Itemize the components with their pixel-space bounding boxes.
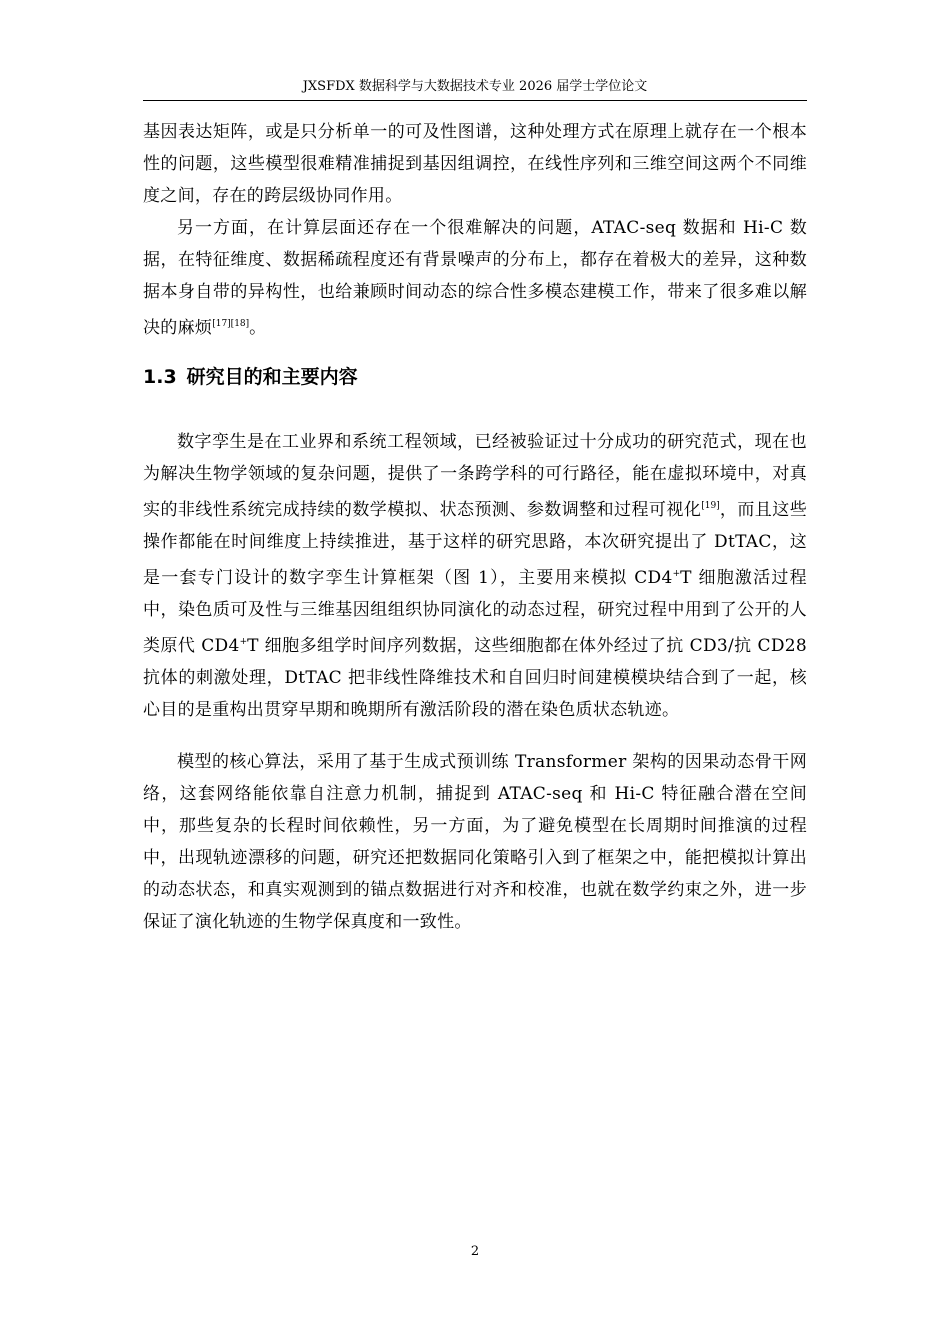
paragraph-3-part3: T 细胞激活过程中，染色质可及性与三维基因组组织协同演化的动态过程，研究过程中用到了公开的人类原代 CD4 bbox=[143, 568, 807, 656]
paragraph-2 bbox=[143, 212, 807, 344]
section-heading bbox=[143, 362, 358, 392]
citation: [19] bbox=[701, 501, 720, 511]
citation: [17][18] bbox=[212, 319, 250, 329]
paragraph-3-part2: ，而且这些操作都能在时间维度上持续推进，基于这样的研究思路，本次研究提出了 DtTAC，这是一套专门设计的数字孪生计算框架（图 1），主要用来模拟 CD4 bbox=[143, 500, 807, 588]
paragraph-3 bbox=[143, 426, 807, 726]
running-header: JXSFDX 数据科学与大数据技术专业 2026 届学士学位论文 bbox=[302, 79, 648, 94]
superscript-plus: + bbox=[672, 569, 681, 579]
header-rule bbox=[143, 100, 807, 101]
paragraph-2-end: 。 bbox=[249, 318, 267, 338]
page-number: 2 bbox=[470, 1244, 480, 1259]
paragraph-1-text: 基因表达矩阵，或是只分析单一的可及性图谱，这种处理方式在原理上就存在一个根本性的问题，这些模型很难精准捕捉到基因组调控，在线性序列和三维空间这两个不同维度之间，存在的跨层级协同作用。 bbox=[143, 122, 807, 206]
paragraph-1 bbox=[143, 116, 807, 212]
paragraph-2-text: 另一方面，在计算层面还存在一个很难解决的问题，ATAC-seq 数据和 Hi-C 数据，在特征维度、数据稀疏程度还有背景噪声的分布上，都存在着极大的差异，这种数据本身自带的异构性，也给兼顾时间动态的综合性多模态建模工作，带来了很多难以解决的麻烦 bbox=[143, 218, 807, 338]
superscript-plus: + bbox=[239, 637, 248, 647]
section-title: 研究目的和主要内容 bbox=[186, 366, 358, 388]
section-number: 1.3 bbox=[143, 366, 177, 388]
paragraph-4-text: 模型的核心算法，采用了基于生成式预训练 Transformer 架构的因果动态骨干网络，这套网络能依靠自注意力机制，捕捉到 ATAC-seq 和 Hi-C 特征融合潜在空间中，那些复杂的长程时间依赖性，另一方面，为了避免模型在长周期时间推演的过程中，出现轨迹漂移的问题，研究还把数据同化策略引入到了框架之中，能把模拟计算出的动态状态，和真实观测到的锚点数据进行对齐和校准，也就在数学约束之外，进一步保证了演化轨迹的生物学保真度和一致性。 bbox=[143, 752, 807, 932]
paragraph-3-part4: T 细胞多组学时间序列数据，这些细胞都在体外经过了抗 CD3/抗 CD28 抗体的刺激处理，DtTAC 把非线性降维技术和自回归时间建模模块结合到了一起，核心目的是重构出贯穿早期和晚期所有激活阶段的潜在染色质状态轨迹。 bbox=[143, 636, 807, 720]
paragraph-3-part1: 数字孪生是在工业界和系统工程领域，已经被验证过十分成功的研究范式，现在也为解决生物学领域的复杂问题，提供了一条跨学科的可行路径，能在虚拟环境中，对真实的非线性系统完成持续的数学模拟、状态预测、参数调整和过程可视化 bbox=[143, 432, 807, 520]
paragraph-4 bbox=[143, 746, 807, 938]
